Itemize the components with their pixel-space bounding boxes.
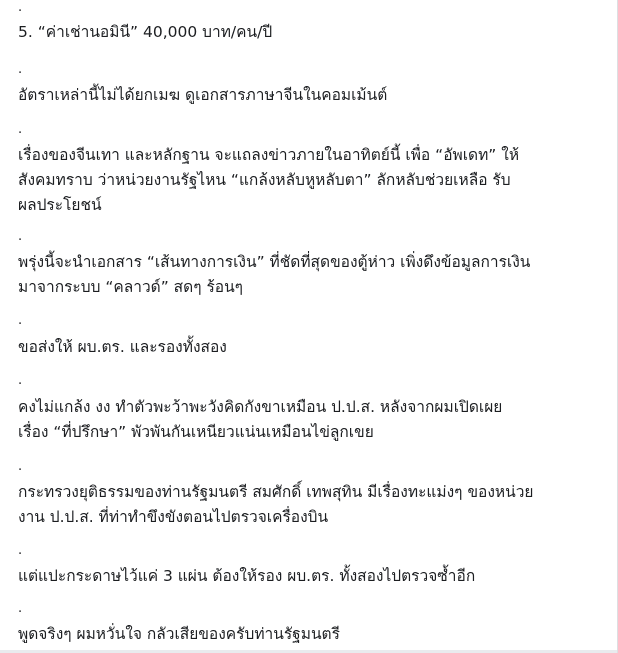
post-paragraph-2: อัตราเหล่านี้ไม่ได้ยกเมฆ ดูเอกสารภาษาจีนในคอมเม้นต์	[18, 86, 388, 104]
post-paragraph-9: พูดจริงๆ ผมหวั่นใจ กลัวเสียของครับท่านรัฐมนตรี	[18, 625, 340, 643]
post-paragraph-4: พรุ่งนี้จะนำเอกสาร “เส้นทางการเงิน” ที่ชัดที่สุดของตู้ห่าว เพิ่งดึงข้อมูลการเงิน มาจากระบบ “คลาวด์” สดๆ ร้อนๆ	[18, 253, 531, 296]
post-paragraph-1: 5. “ค่าเช่านอมินี” 40,000 บาท/คน/ปี	[18, 23, 273, 41]
separator-dot: .	[18, 62, 23, 77]
separator-dot: .	[18, 373, 23, 388]
post-paragraph-3: เรื่องของจีนเทา และหลักฐาน จะแถลงข่าวภายในอาทิตย์นี้ เพื่อ “อัพเดท” ให้ สังคมทราบ ว่าหน่วยงานรัฐไหน “แกล้งหลับหูหลับตา” ลักหลับช่วยเหลือ รับ ผลประโยชน์	[18, 146, 520, 214]
separator-dot: .	[18, 122, 23, 137]
post-paragraph-8: แต่แปะกระดาษไว้แค่ 3 แผ่น ต้องให้รอง ผบ.ตร. ทั้งสองไปตรวจซ้ำอีก	[18, 567, 476, 585]
separator-dot: .	[18, 229, 23, 244]
separator-dot: .	[18, 0, 23, 15]
separator-dot: .	[18, 601, 23, 616]
post-paragraph-5: ขอส่งให้ ผบ.ตร. และรองทั้งสอง	[18, 338, 227, 356]
post-paragraph-6: คงไม่แกล้ง งง ทำตัวพะว้าพะวังคิดกังขาเหมือน ป.ป.ส. หลังจากผมเปิดเผย เรื่อง “ที่ปรึกษา” พัวพันกันเหนียวแน่นเหมือนไข่ลูกเขย	[18, 398, 503, 441]
separator-dot: .	[18, 313, 23, 328]
separator-dot: .	[18, 459, 23, 474]
post-paragraph-7: กระทรวงยุติธรรมของท่านรัฐมนตรี สมศักดิ์ เทพสุทิน มีเรื่องทะแม่งๆ ของหน่วย งาน ป.ป.ส. ที่ท่าทำขึงขังตอนไปตรวจเครื่องบิน	[18, 483, 534, 526]
separator-dot: .	[18, 543, 23, 558]
